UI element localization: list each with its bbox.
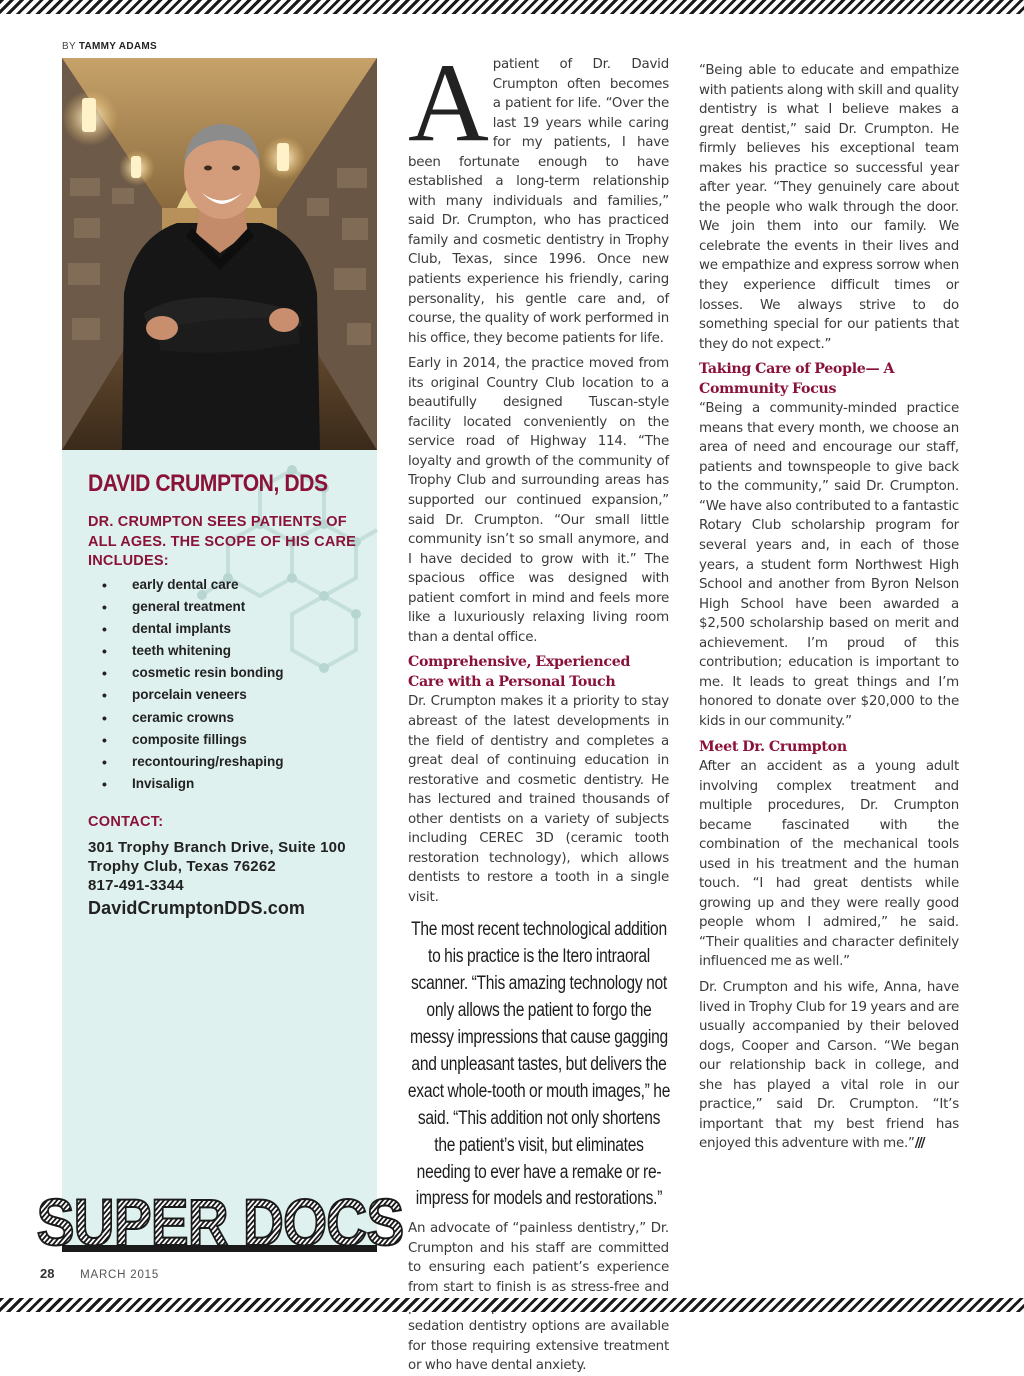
contact-address [88, 838, 346, 895]
address-line-2: Trophy Club, Texas 76262 [88, 858, 276, 875]
bottom-stripe-border [0, 1298, 1024, 1312]
final-paragraph-text: Dr. Crumpton and his wife, Anna, have lived in Trophy Club for 19 years and are usually accompanied by their beloved dogs, Cooper and Carson. “We began our relationship back in college, and she has played a vital role in our practice,” said Dr. Crumpton. “It’s important that my best friend has enjoyed this adventure with me.” [699, 980, 959, 1152]
portrait-illustration [62, 58, 377, 450]
website-link[interactable]: DavidCrumptonDDS.com [88, 898, 306, 918]
phone-number: 817-491-3344 [88, 877, 184, 894]
page-folio [40, 1266, 159, 1281]
article-paragraph: An advocate of “painless dentistry,” Dr. Crumpton and his staff are committed to ensuring each patient’s experience from start to finish is as stress-free and sedation dentistry options are available for those requiring extensive treatment or who have dental anxiety. [408, 1221, 669, 1374]
address-line-1: 301 Trophy Branch Drive, Suite 100 [88, 839, 346, 856]
service-item: • teeth whitening [102, 640, 284, 662]
article-paragraph: Early in 2014, the practice moved from its original Country Club location to a beautifully designed Tuscan-style facility located conveniently on the service road of Highway 114. “The loyalty and growth of the community of Trophy Club and surrounding areas has supported our continued expansion,” said Dr. Crumpton. “Our small little community isn’t so small anymore, and I have decided to grow with it.” The spacious office was designed with patient comfort in mind and feels more like a luxuriously relaxing living room than a dental office. [408, 356, 669, 645]
services-list [102, 574, 284, 795]
top-stripe-border [0, 0, 1024, 14]
article-paragraph: “Being able to educate and empathize with patients along with skill and quality dentistry is what I believe makes a great dentist,” said Dr. Crumpton. He firmly believes his exceptional team makes his practice so successful year after year. “They genuinely care about the people who walk through the door. We join them into our family. We celebrate the events in their lives and we empathize and express sorrow when they experience difficult times or losses. We always strive to do something special for our patients that they do not expect.” [699, 63, 959, 352]
end-mark: /// [914, 1136, 924, 1152]
contact-heading: CONTACT: [88, 814, 164, 830]
service-item: • ceramic crowns [102, 707, 284, 729]
services-intro: DR. CRUMPTON SEES PATIENTS OF ALL AGES. THE SCOPE OF HIS CARE INCLUDES: [88, 514, 357, 569]
doctor-info-sidebar [62, 450, 377, 1250]
service-item: • Invisalign [102, 773, 284, 795]
super-docs-logo-graphic [36, 1186, 404, 1261]
service-item: • cosmetic resin bonding [102, 662, 284, 684]
article-column-1 [407, 41, 671, 1376]
doctor-name-heading: DAVID CRUMPTON, DDS [88, 470, 328, 497]
service-item: • general treatment [102, 596, 284, 618]
service-item: • recontouring/reshaping [102, 751, 284, 773]
article-paragraph: patient of Dr. David Crumpton often becomes a patient for life. “Over the last 19 years while caring for my patients, I have been fortunate enough to have established a long-term relationship with many individuals and families,” said Dr. Crumpton, who has practiced family and cosmetic dentistry in Trophy Club, Texas, since 1996. Once new patients experience his friendly, caring personality, his gentle care and, of course, the quality of work performed in his office, they become patients for life. [408, 57, 669, 346]
super-docs-logo [36, 1186, 404, 1261]
subhead-comprehensive-care: Comprehensive, Experienced Care with a Personal Touch [408, 654, 631, 690]
page-number: 28 [40, 1266, 55, 1281]
subhead-community-focus: Taking Care of People— A Community Focus [699, 361, 895, 397]
byline [62, 41, 157, 52]
super-docs-logo-text: SUPER DOCS [36, 1186, 404, 1261]
pull-quote: The most recent technological addition to his practice is the Itero intraoral scanner. “This amazing technology not only allows the patient to forgo the messy impressions that cause gagging and unpleasant tastes, but delivers the exact whole-tooth or mouth images,” he said. “This addition not only shortens the patient’s visit, but eliminates needing to ever have a remake or re-impress for models and restorations.” [407, 919, 671, 1210]
byline-prefix: BY [62, 41, 76, 52]
drop-cap: A [408, 41, 489, 165]
article-paragraph: Dr. Crumpton makes it a priority to stay abreast of the latest developments in the field of dentistry and completes a great deal of continuing education in restorative and cosmetic dentistry. He has lectured and trained thousands of other dentists on a variety of subjects including CEREC 3D (ceramic tooth restoration technology), which allows dentists to restore a tooth in a single visit. [408, 694, 669, 905]
service-item: • early dental care [102, 574, 284, 596]
issue-date: MARCH 2015 [80, 1269, 160, 1281]
subhead-meet-dr-crumpton: Meet Dr. Crumpton [699, 738, 847, 755]
service-item: • dental implants [102, 618, 284, 640]
article-paragraph: “Being a community-minded practice means that every month, we choose an area of need and encourage our staff, patients and townspeople to give back to the community,” said Dr. Crumpton. “We have also contributed to a fantastic Rotary Club scholarship program for several years and, in each of those years, a student form Northwest High School and another from Byron Nelson High School have been awarded a $2,500 scholarship based on merit and achievement. I’m proud of this contribution; education is important to me. It leads to great things and I’m honored to donate over $20,000 to the kids in our community.” [699, 401, 959, 729]
service-item: • composite fillings [102, 729, 284, 751]
service-item: • porcelain veneers [102, 684, 284, 706]
article-paragraph: After an accident as a young adult involving complex treatment and multiple procedures, Dr. Crumpton became fascinated with the combination of the mechanical tools used in his treatment and the human touch. “I had great dentists while growing up and they were really good people whom I admired,” he said. “Their qualities and character definitely influenced me as well.” [699, 759, 959, 970]
doctor-portrait-photo [62, 58, 377, 450]
article-paragraph [699, 978, 959, 1154]
byline-author: TAMMY ADAMS [78, 41, 157, 52]
article-column-2 [699, 55, 959, 1154]
